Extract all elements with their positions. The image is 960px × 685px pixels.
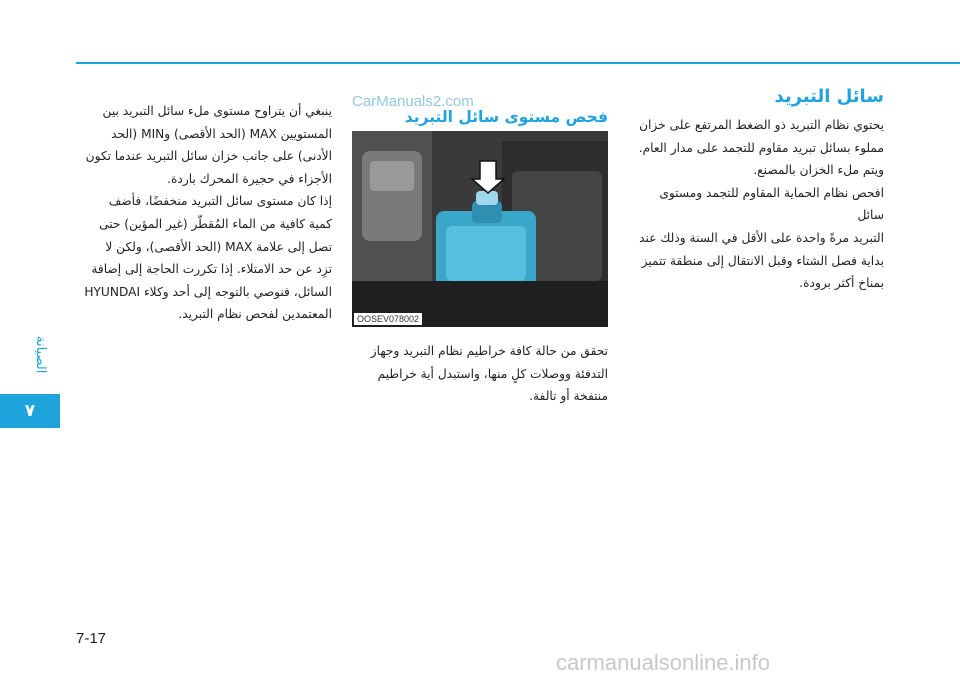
engine-bay-photo [352, 131, 608, 327]
chapter-tab [0, 394, 60, 428]
engine-bay-illustration [352, 131, 608, 327]
coolant-intro-section [632, 84, 884, 295]
coolant-level-text [76, 100, 332, 326]
paragraph-line: ينبغي أن يتراوح مستوى ملء سائل التبريد بين [102, 104, 332, 118]
paragraph-line: بداية فصل الشتاء وقبل الانتقال إلى منطقة تتميز [641, 253, 884, 268]
section-heading: سائل التبريد [774, 86, 884, 107]
paragraph-line: السائل، فنوصي بالتوجه إلى أحد وكلاء HYUNDAI [84, 284, 332, 299]
paragraph-line: الأجزاء في حجيرة المحرك باردة. [167, 171, 332, 186]
paragraph-line: المعتمدين لفحص نظام التبريد. [178, 307, 332, 322]
photo-code-label: OOSEV078002 [354, 313, 422, 325]
paragraph-line: مملوء بسائل تبريد مقاوم للتجمد على مدار العام. [638, 140, 884, 155]
chapter-number: ٧ [24, 401, 36, 421]
paragraph-line: التدفئة ووصلات كلٍ منها، واستبدل أية خراطيم [377, 366, 608, 381]
paragraph-line: منتفخة أو تالفة. [529, 389, 608, 404]
paragraph-line: ويتم ملء الخزان بالمصنع. [753, 163, 884, 178]
subsection-heading: فحص مستوى سائل التبريد [404, 108, 608, 126]
paragraph-line: افحص نظام الحماية المقاوم للتجمد ومستوى سائل [659, 185, 884, 223]
page-number: 7-17 [76, 630, 107, 647]
footer-watermark: carmanualsonline.info [556, 650, 771, 675]
paragraph-line: تحقق من حالة كافة خراطيم نظام التبريد وجهاز [370, 344, 608, 358]
paragraph-line: التبريد مرةً واحدة على الأقل في السنة وذلك عند [639, 230, 884, 245]
header-rule [76, 62, 960, 64]
paragraph-line: تصل إلى علامة MAX (الحد الأقصى)، ولكن لا [105, 239, 332, 254]
paragraph-line: الأدنى) على جانب خزان سائل التبريد عندما تكون [85, 149, 332, 164]
coolant-level-check-heading-block [352, 106, 608, 134]
paragraph-line: كمية كافية من الماء المُقطّر (غير المؤين) حتى [99, 216, 332, 231]
hose-inspection-text [352, 340, 608, 408]
paragraph-line: بمناخ أكثر برودة. [799, 276, 884, 291]
paragraph-line: إذا كان مستوى سائل التبريد منخفضًا، فأضف [108, 194, 332, 209]
paragraph-line: تزِد عن حد الامتلاء. إذا تكررت الحاجة إلى إضافة [91, 262, 332, 277]
chapter-side-label: الصيانة [33, 336, 48, 374]
paragraph-line: المستويين MAX (الحد الأقصى) وMIN (الحد [111, 126, 332, 141]
watermark-text: CarManuals2.com [352, 93, 474, 110]
paragraph-line: يحتوي نظام التبريد ذو الضغط المرتفع على خزان [639, 118, 884, 132]
